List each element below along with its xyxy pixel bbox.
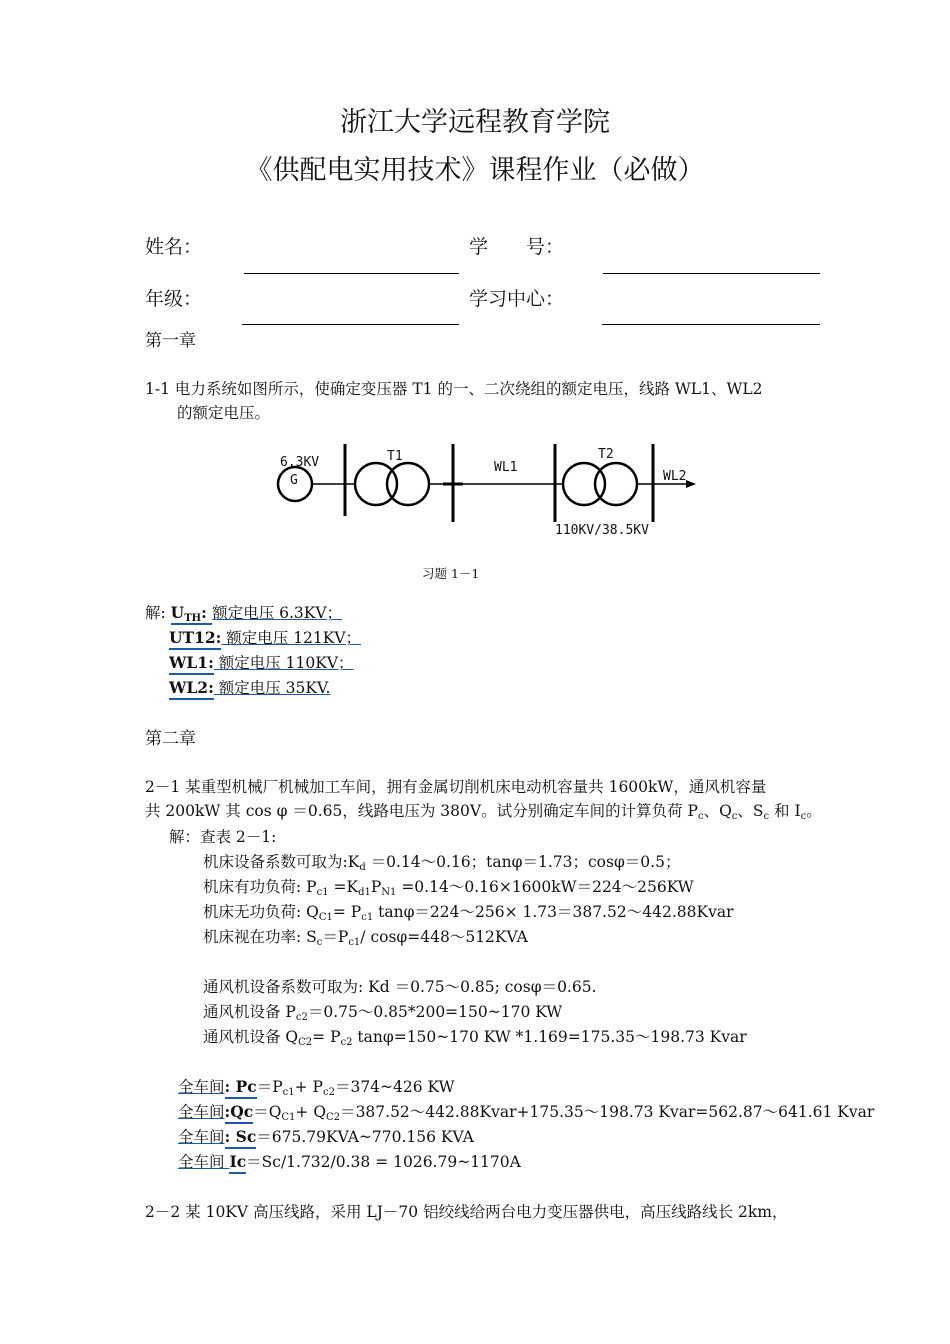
name-label: 姓名： bbox=[145, 236, 203, 258]
generator-voltage-label: 6.3KV bbox=[280, 455, 320, 470]
question-2-2-line1: 2－2 某 10KV 高压线路，采用 LJ－70 铝绞线给两台电力变压器供电，高压线路线长 2km， bbox=[145, 1203, 788, 1221]
solution-line-4: 机床视在功率: $S_c=P_{c1}/$ cosφ=448～512KVA bbox=[203, 928, 528, 948]
t1-label: T1 bbox=[387, 449, 403, 464]
study-center-field-line[interactable] bbox=[602, 324, 820, 325]
chapter-1-heading: 第一章 bbox=[145, 331, 196, 351]
total-sc-row: 全车间: Sc＝675.79KVA~770.156 KVA bbox=[178, 1126, 474, 1148]
grade-field-line[interactable] bbox=[242, 324, 459, 325]
generator-label: G bbox=[290, 473, 298, 488]
t2-winding-primary bbox=[563, 463, 605, 505]
figure-caption: 习题 1－1 bbox=[422, 566, 480, 581]
wl1-label: WL1 bbox=[494, 460, 518, 475]
question-1-1-line1: 1-1 电力系统如图所示，使确定变压器 T1 的一、二次绕组的额定电压，线路 WL1、WL2 bbox=[145, 380, 763, 398]
answer-1-1-row3: WL1: 额定电压 110KV； bbox=[169, 652, 354, 674]
name-field-line[interactable] bbox=[244, 273, 459, 274]
wl2-label: WL2 bbox=[663, 469, 687, 484]
answer-1-1-row4: WL2: 额定电压 35KV. bbox=[169, 677, 330, 699]
t1-winding-primary bbox=[355, 463, 397, 505]
question-2-1-line2: 共 200kW 其 cos φ ＝0.65，线路电压为 380V。试分别确定车间的计算负荷 $P_c$、$Q_c$、$S_c$ 和 $I_c$。 bbox=[145, 802, 822, 822]
power-system-diagram bbox=[270, 438, 710, 540]
t2-label: T2 bbox=[598, 447, 614, 462]
wl2-arrow-icon bbox=[686, 480, 696, 488]
student-id-field-line[interactable] bbox=[603, 273, 820, 274]
t1-winding-secondary bbox=[387, 463, 429, 505]
document-title: 浙江大学远程教育学院 bbox=[340, 107, 610, 138]
student-id-label: 学 号： bbox=[469, 236, 565, 258]
grade-label: 年级： bbox=[145, 288, 203, 310]
question-2-1-line1: 2－1 某重型机械厂机械加工车间，拥有金属切削机床电动机容量共 1600kW，通风机容量 bbox=[145, 778, 767, 796]
t2-ratio-label: 110KV/38.5KV bbox=[555, 523, 649, 538]
answer-1-1-row2: UT12: 额定电压 121KV； bbox=[169, 627, 361, 649]
solution-line-3: 机床无功负荷: $Q_{C1}= P_{c1}$ tanφ＝224～256× 1.73＝387.52～442.88Kvar bbox=[203, 903, 734, 923]
total-ic-row: 全车间 Ic＝Sc/1.732/0.38 = 1026.79~1170A bbox=[178, 1151, 521, 1173]
question-1-1-line2: 的额定电压。 bbox=[177, 404, 271, 422]
t2-winding-secondary bbox=[595, 463, 637, 505]
total-pc-row: 全车间: $Pc=P_{c1}+$ $P_{c2}=374\sim 426$ KW bbox=[178, 1077, 455, 1098]
course-title: 《供配电实用技术》课程作业（必做） bbox=[245, 155, 705, 186]
solution-line-5: 通风机设备系数可取为: Kd ＝0.75～0.85; cosφ＝0.65. bbox=[203, 978, 597, 996]
solution-line-7: 通风机设备 $Q_{C2}= P_{c2}$ tanφ=150~170 KW *1.169=175.35～198.73 Kvar bbox=[203, 1028, 747, 1048]
study-center-label: 学习中心： bbox=[469, 288, 565, 310]
solution-2-1-head: 解：查表 2－1: bbox=[169, 828, 277, 846]
solution-line-6: 通风机设备 $P_{c2}=0.75\sim 0.85*200=150\sim 170$ KW bbox=[203, 1003, 563, 1023]
solution-line-1: 机床设备系数可取为$:K_d$ ＝0.14～0.16；tanφ＝1.73；cosφ＝0.5； bbox=[203, 853, 681, 873]
total-qc-row: 全车间$:Qc=Q_{C1}+$ $Q_{C2}=387.52\sim 442.88Kvar+175.35\sim 198.73$ Kvar=562.87～641.61 Kvar bbox=[178, 1102, 875, 1123]
solution-line-2: 机床有功负荷: $P_{c1} =K_{d1}P_{N1}$ =0.14～0.16×1600kW＝224～256KW bbox=[203, 878, 694, 898]
chapter-2-heading: 第二章 bbox=[145, 729, 196, 749]
answer-1-1-row1: 解: $U_{TH}$: 额定电压 6.3KV； bbox=[145, 603, 343, 624]
